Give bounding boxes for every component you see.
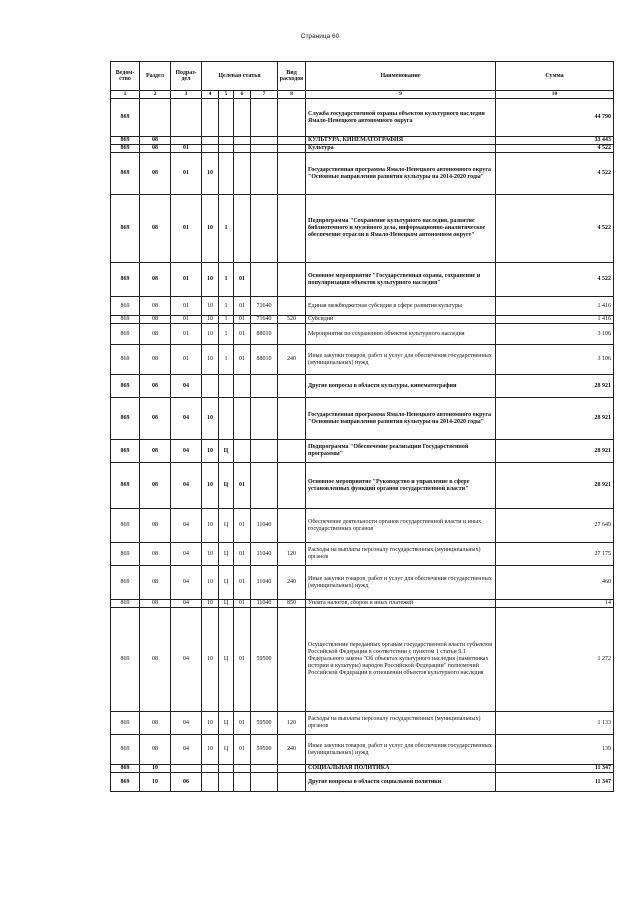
cell-razdel: 08 <box>140 735 171 765</box>
cell-event: 01 <box>234 608 251 712</box>
cell-razdel: 08 <box>140 195 171 263</box>
cell-program: 10 <box>202 509 219 543</box>
cell-subprogram <box>219 145 234 153</box>
table-row <box>111 145 614 153</box>
cell-razdel: 08 <box>140 316 171 324</box>
cell-razdel: 08 <box>140 712 171 735</box>
cell-direction <box>251 153 278 195</box>
cell-podrazdel: 04 <box>171 543 202 566</box>
cell-event: 01 <box>234 566 251 600</box>
cell-subprogram <box>219 137 234 145</box>
cell-direction <box>251 440 278 463</box>
cell-subprogram <box>219 375 234 398</box>
cell-name: Подпрограмма "Сохранение культурного наследия, развитие библиотечного и музейного дела, информационно-аналитическое обеспечение отрасли в Ямало-Ненецком автономном округе" <box>306 195 496 263</box>
table-row <box>111 600 614 608</box>
cell-podrazdel: 01 <box>171 195 202 263</box>
cell-event: 01 <box>234 297 251 316</box>
cell-subprogram <box>219 153 234 195</box>
table-row <box>111 712 614 735</box>
cell-podrazdel: 04 <box>171 600 202 608</box>
table-row <box>111 509 614 543</box>
cell-sum: 3 106 <box>496 324 614 345</box>
cell-sum: 4 522 <box>496 263 614 297</box>
cell-event: 01 <box>234 463 251 509</box>
cell-vedomstvo: 869 <box>111 99 140 137</box>
cell-event <box>234 195 251 263</box>
cell-direction <box>251 195 278 263</box>
cell-subprogram: Ц <box>219 735 234 765</box>
cell-event: 01 <box>234 263 251 297</box>
cell-vedomstvo: 869 <box>111 735 140 765</box>
cell-subprogram: Ц <box>219 543 234 566</box>
cell-direction <box>251 263 278 297</box>
cell-podrazdel <box>171 99 202 137</box>
cell-vedomstvo: 869 <box>111 765 140 773</box>
cell-vid: 240 <box>278 566 306 600</box>
cell-vid <box>278 153 306 195</box>
cell-program <box>202 137 219 145</box>
cell-event <box>234 765 251 773</box>
column-number: 10 <box>496 91 614 99</box>
cell-name: Иные закупки товаров, работ и услуг для обеспечения государственных (муниципальных) нужд <box>306 735 496 765</box>
cell-name: Мероприятия по сохранению объектов культурного наследия <box>306 324 496 345</box>
cell-vedomstvo: 869 <box>111 600 140 608</box>
cell-razdel: 10 <box>140 765 171 773</box>
cell-podrazdel: 04 <box>171 463 202 509</box>
table-row <box>111 440 614 463</box>
cell-direction: 88010 <box>251 324 278 345</box>
cell-vid <box>278 608 306 712</box>
column-number: 7 <box>251 91 278 99</box>
cell-subprogram: Ц <box>219 509 234 543</box>
cell-sum: 33 443 <box>496 137 614 145</box>
cell-razdel: 08 <box>140 398 171 440</box>
cell-direction <box>251 765 278 773</box>
cell-name: Уплата налогов, сборов и иных платежей <box>306 600 496 608</box>
table-row <box>111 324 614 345</box>
header-sum: Сумма <box>496 62 614 91</box>
cell-direction: 71640 <box>251 297 278 316</box>
table-row <box>111 463 614 509</box>
cell-program: 10 <box>202 263 219 297</box>
cell-vid: 240 <box>278 345 306 375</box>
cell-direction <box>251 375 278 398</box>
cell-name: Другие вопросы в области культуры, кинематографии <box>306 375 496 398</box>
cell-direction: 11040 <box>251 566 278 600</box>
table-row <box>111 765 614 773</box>
cell-direction <box>251 398 278 440</box>
cell-razdel: 08 <box>140 297 171 316</box>
cell-event: 01 <box>234 509 251 543</box>
cell-subprogram <box>219 398 234 440</box>
cell-vedomstvo: 869 <box>111 375 140 398</box>
cell-subprogram: Ц <box>219 600 234 608</box>
cell-direction: 11040 <box>251 600 278 608</box>
cell-program: 10 <box>202 608 219 712</box>
cell-vid <box>278 773 306 792</box>
cell-sum: 4 522 <box>496 195 614 263</box>
cell-event: 01 <box>234 316 251 324</box>
cell-vid <box>278 765 306 773</box>
cell-vid <box>278 509 306 543</box>
cell-event <box>234 145 251 153</box>
cell-subprogram: Ц <box>219 608 234 712</box>
cell-subprogram <box>219 99 234 137</box>
table-row <box>111 153 614 195</box>
cell-direction: 59500 <box>251 712 278 735</box>
cell-name: Основное мероприятие "Государственная охрана, сохранение и популяризация объектов культурного наследия" <box>306 263 496 297</box>
cell-vedomstvo: 869 <box>111 398 140 440</box>
cell-sum: 27 649 <box>496 509 614 543</box>
cell-subprogram: Ц <box>219 566 234 600</box>
cell-name: Субсидии <box>306 316 496 324</box>
cell-sum: 14 <box>496 600 614 608</box>
cell-program: 10 <box>202 398 219 440</box>
header-target: Целевая статья <box>202 62 278 91</box>
cell-program <box>202 765 219 773</box>
cell-name: КУЛЬТУРА, КИНЕМАТОГРАФИЯ <box>306 137 496 145</box>
cell-program: 10 <box>202 297 219 316</box>
cell-vedomstvo: 869 <box>111 324 140 345</box>
cell-podrazdel: 04 <box>171 566 202 600</box>
cell-vedomstvo: 869 <box>111 153 140 195</box>
cell-podrazdel: 04 <box>171 398 202 440</box>
cell-direction: 59500 <box>251 735 278 765</box>
cell-razdel: 08 <box>140 600 171 608</box>
cell-direction: 88010 <box>251 345 278 375</box>
cell-program: 10 <box>202 440 219 463</box>
cell-program <box>202 99 219 137</box>
cell-sum: 1 416 <box>496 316 614 324</box>
cell-podrazdel <box>171 137 202 145</box>
cell-name: Обеспечение деятельности органов государственной власти и иных государственных органов <box>306 509 496 543</box>
cell-podrazdel: 04 <box>171 440 202 463</box>
header-vid: Вид расходов <box>278 62 306 91</box>
cell-sum: 28 921 <box>496 398 614 440</box>
cell-name: Единая межбюджетная субсидия в сфере развития культуры <box>306 297 496 316</box>
cell-podrazdel: 01 <box>171 263 202 297</box>
cell-podrazdel: 04 <box>171 509 202 543</box>
column-number: 6 <box>234 91 251 99</box>
cell-name: Иные закупки товаров, работ и услуг для обеспечения государственных (муниципальных) нужд <box>306 345 496 375</box>
cell-vid <box>278 99 306 137</box>
cell-sum: 4 522 <box>496 145 614 153</box>
table-row <box>111 398 614 440</box>
cell-direction <box>251 145 278 153</box>
cell-program: 10 <box>202 153 219 195</box>
cell-vedomstvo: 869 <box>111 297 140 316</box>
cell-direction <box>251 137 278 145</box>
cell-name: Культура <box>306 145 496 153</box>
cell-name: Государственная программа Ямало-Ненецкого автономного округа "Основные направления развития культуры на 2014-2020 годы" <box>306 153 496 195</box>
cell-program: 10 <box>202 735 219 765</box>
cell-vid: 850 <box>278 600 306 608</box>
cell-podrazdel: 01 <box>171 145 202 153</box>
cell-direction <box>251 99 278 137</box>
cell-razdel: 08 <box>140 263 171 297</box>
cell-name: Осуществление переданных органам государственной власти субъектов Российской Федерации в соответствии с пунктом 1 статьи 9.1 Федерального закона "Об объектах культурного наследия (памятниках истории и культуры) народов Российской Федерации" полномочий Российской Федерации в отношении объектов культурного наследия <box>306 608 496 712</box>
cell-sum: 1 133 <box>496 712 614 735</box>
cell-vedomstvo: 869 <box>111 195 140 263</box>
cell-podrazdel: 01 <box>171 153 202 195</box>
cell-vedomstvo: 869 <box>111 145 140 153</box>
table-row <box>111 99 614 137</box>
cell-razdel: 08 <box>140 145 171 153</box>
cell-subprogram: 1 <box>219 316 234 324</box>
cell-direction: 71640 <box>251 316 278 324</box>
table-row <box>111 375 614 398</box>
cell-razdel: 08 <box>140 509 171 543</box>
cell-vedomstvo: 869 <box>111 509 140 543</box>
cell-vid <box>278 463 306 509</box>
table-row <box>111 263 614 297</box>
cell-name: Основное мероприятие "Руководство и управление в сфере установленных функций органов государственной власти" <box>306 463 496 509</box>
cell-name: СОЦИАЛЬНАЯ ПОЛИТИКА <box>306 765 496 773</box>
column-number: 9 <box>306 91 496 99</box>
cell-vedomstvo: 869 <box>111 463 140 509</box>
table-row <box>111 297 614 316</box>
cell-sum: 4 522 <box>496 153 614 195</box>
cell-vid: 240 <box>278 735 306 765</box>
cell-subprogram: Ц <box>219 463 234 509</box>
cell-razdel: 08 <box>140 566 171 600</box>
cell-direction: 11040 <box>251 543 278 566</box>
cell-sum: 28 921 <box>496 375 614 398</box>
cell-podrazdel: 01 <box>171 297 202 316</box>
table-row <box>111 316 614 324</box>
cell-vedomstvo: 869 <box>111 345 140 375</box>
cell-direction: 59500 <box>251 608 278 712</box>
cell-vedomstvo: 869 <box>111 316 140 324</box>
cell-program: 10 <box>202 566 219 600</box>
cell-sum: 27 175 <box>496 543 614 566</box>
cell-event: 01 <box>234 324 251 345</box>
cell-program: 10 <box>202 463 219 509</box>
cell-subprogram <box>219 765 234 773</box>
cell-podrazdel: 04 <box>171 608 202 712</box>
cell-vid <box>278 195 306 263</box>
cell-vedomstvo: 869 <box>111 608 140 712</box>
cell-event <box>234 137 251 145</box>
cell-event: 01 <box>234 543 251 566</box>
cell-podrazdel <box>171 765 202 773</box>
cell-razdel: 08 <box>140 375 171 398</box>
cell-program: 10 <box>202 316 219 324</box>
cell-razdel: 08 <box>140 137 171 145</box>
cell-event <box>234 773 251 792</box>
cell-razdel: 08 <box>140 463 171 509</box>
cell-razdel: 10 <box>140 773 171 792</box>
table-row <box>111 773 614 792</box>
cell-vid <box>278 375 306 398</box>
table-row <box>111 137 614 145</box>
cell-sum: 139 <box>496 735 614 765</box>
cell-vedomstvo: 869 <box>111 712 140 735</box>
budget-table <box>110 61 614 792</box>
cell-vid <box>278 137 306 145</box>
cell-sum: 11 347 <box>496 773 614 792</box>
header-vedomstvo: Ведом- ство <box>111 62 140 91</box>
header-name: Наименование <box>306 62 496 91</box>
cell-vid <box>278 297 306 316</box>
cell-sum: 3 106 <box>496 345 614 375</box>
cell-name: Другие вопросы в области социальной политики <box>306 773 496 792</box>
cell-sum: 28 921 <box>496 440 614 463</box>
table-row <box>111 195 614 263</box>
cell-program: 10 <box>202 600 219 608</box>
cell-vid <box>278 145 306 153</box>
column-numbers-row <box>111 91 614 99</box>
cell-event: 01 <box>234 735 251 765</box>
cell-podrazdel: 06 <box>171 773 202 792</box>
cell-name: Подпрограмма "Обеспечение реализации Государственной программы" <box>306 440 496 463</box>
cell-sum: 11 347 <box>496 765 614 773</box>
column-number: 2 <box>140 91 171 99</box>
cell-event <box>234 440 251 463</box>
cell-program: 10 <box>202 543 219 566</box>
cell-direction: 11040 <box>251 509 278 543</box>
cell-program: 10 <box>202 345 219 375</box>
cell-podrazdel: 04 <box>171 712 202 735</box>
cell-subprogram: Ц <box>219 440 234 463</box>
cell-program: 10 <box>202 324 219 345</box>
table-row <box>111 735 614 765</box>
cell-name: Иные закупки товаров, работ и услуг для обеспечения государственных (муниципальных) нужд <box>306 566 496 600</box>
column-number: 3 <box>171 91 202 99</box>
cell-podrazdel: 04 <box>171 735 202 765</box>
cell-subprogram: 1 <box>219 297 234 316</box>
cell-sum: 1 272 <box>496 608 614 712</box>
cell-subprogram: 1 <box>219 345 234 375</box>
cell-sum: 1 416 <box>496 297 614 316</box>
column-number: 1 <box>111 91 140 99</box>
cell-subprogram <box>219 773 234 792</box>
cell-vid: 520 <box>278 316 306 324</box>
cell-event: 01 <box>234 712 251 735</box>
cell-vid: 120 <box>278 712 306 735</box>
column-number: 8 <box>278 91 306 99</box>
cell-subprogram: Ц <box>219 712 234 735</box>
cell-razdel <box>140 99 171 137</box>
cell-event <box>234 153 251 195</box>
cell-event: 01 <box>234 600 251 608</box>
table-row <box>111 543 614 566</box>
cell-program <box>202 145 219 153</box>
cell-vid <box>278 263 306 297</box>
cell-podrazdel: 01 <box>171 324 202 345</box>
cell-vedomstvo: 869 <box>111 566 140 600</box>
cell-event <box>234 398 251 440</box>
cell-razdel: 08 <box>140 440 171 463</box>
cell-event: 01 <box>234 345 251 375</box>
cell-vedomstvo: 869 <box>111 440 140 463</box>
cell-name: Расходы на выплаты персоналу государственных (муниципальных) органов <box>306 712 496 735</box>
cell-direction <box>251 773 278 792</box>
cell-sum: 44 790 <box>496 99 614 137</box>
cell-podrazdel: 01 <box>171 316 202 324</box>
cell-sum: 28 921 <box>496 463 614 509</box>
cell-vedomstvo: 869 <box>111 543 140 566</box>
cell-program <box>202 773 219 792</box>
cell-subprogram: 1 <box>219 324 234 345</box>
column-number: 4 <box>202 91 219 99</box>
table-row <box>111 345 614 375</box>
cell-vid: 120 <box>278 543 306 566</box>
page-caption: Страница 60 <box>300 33 340 40</box>
table-row <box>111 566 614 600</box>
header-podrazdel: Подраз- дел <box>171 62 202 91</box>
cell-program: 10 <box>202 195 219 263</box>
cell-subprogram: 1 <box>219 195 234 263</box>
cell-event <box>234 99 251 137</box>
cell-vedomstvo: 869 <box>111 137 140 145</box>
cell-direction <box>251 463 278 509</box>
cell-subprogram: 1 <box>219 263 234 297</box>
cell-razdel: 08 <box>140 153 171 195</box>
cell-program: 10 <box>202 712 219 735</box>
cell-program <box>202 375 219 398</box>
cell-razdel: 08 <box>140 345 171 375</box>
cell-name: Государственная программа Ямало-Ненецкого автономного округа "Основные направления развития культуры на 2014-2020 годы" <box>306 398 496 440</box>
cell-razdel: 08 <box>140 608 171 712</box>
cell-razdel: 08 <box>140 324 171 345</box>
cell-vedomstvo: 869 <box>111 263 140 297</box>
cell-event <box>234 375 251 398</box>
cell-vid <box>278 324 306 345</box>
cell-podrazdel: 04 <box>171 375 202 398</box>
cell-vedomstvo: 869 <box>111 773 140 792</box>
cell-sum: 460 <box>496 566 614 600</box>
cell-vid <box>278 398 306 440</box>
column-number: 5 <box>219 91 234 99</box>
header-razdel: Раздел <box>140 62 171 91</box>
cell-vid <box>278 440 306 463</box>
cell-razdel: 08 <box>140 543 171 566</box>
cell-name: Расходы на выплаты персоналу государственных (муниципальных) органов <box>306 543 496 566</box>
cell-podrazdel: 01 <box>171 345 202 375</box>
table-row <box>111 608 614 712</box>
cell-name: Служба государственной охраны объектов культурного наследия Ямало-Ненецкого автономного округа <box>306 99 496 137</box>
table-body <box>111 99 614 792</box>
